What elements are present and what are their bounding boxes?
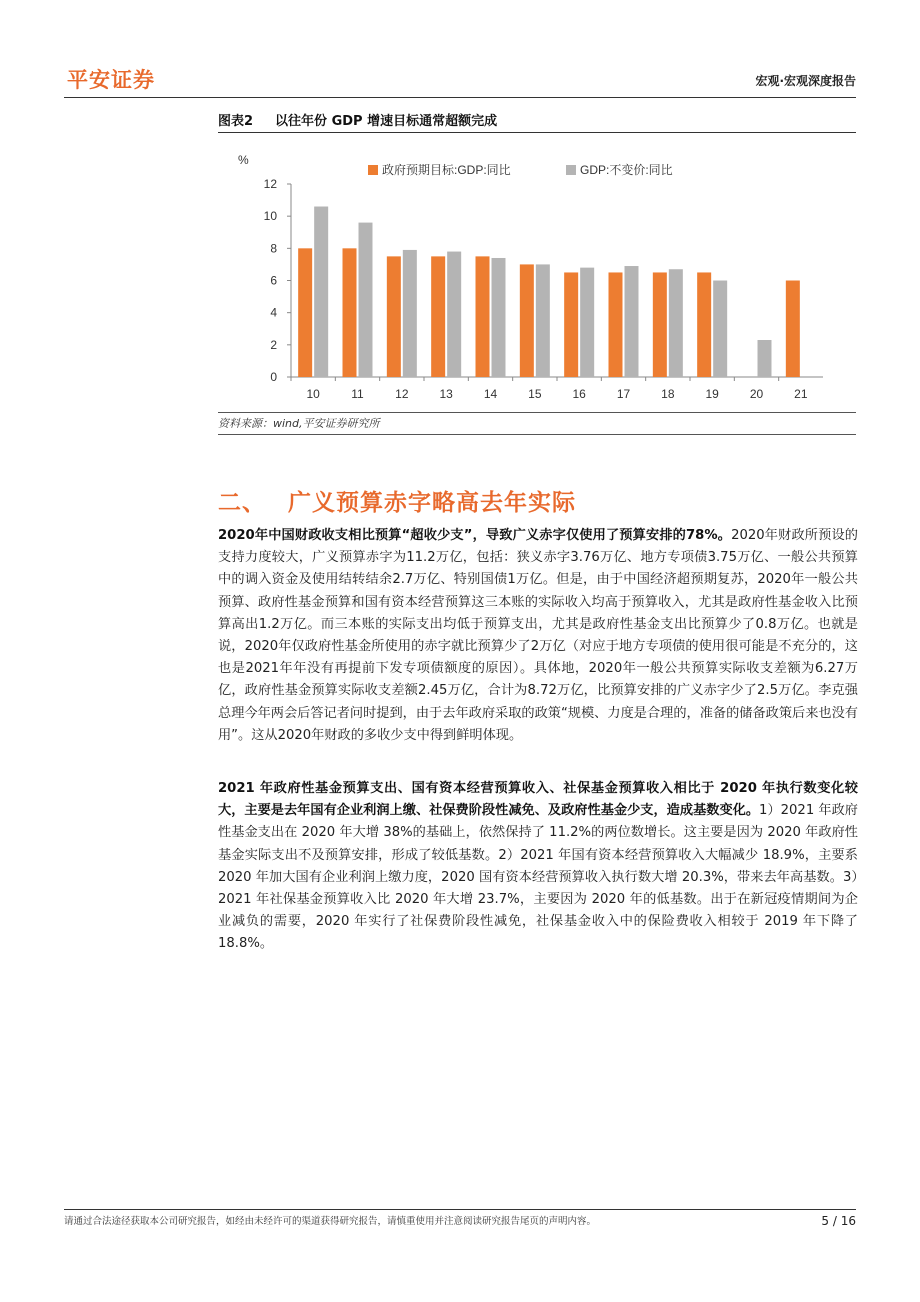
x-tick-label: 15: [528, 387, 542, 401]
figure-caption: [218, 110, 856, 133]
paragraph-2-lead: 2021 年政府性基金预算支出、国有资本经营预算收入、社保基金预算收入相比于 2020 年执行数变化较大，主要是去年国有企业利润上缴、社保费阶段性减免、及政府性基金少支，造成基数变化。: [218, 781, 858, 819]
figure-source: 资料来源：wind,平安证券研究所: [218, 412, 856, 435]
bar-actual: [492, 258, 506, 377]
bar-actual: [758, 340, 772, 377]
section-title: 广义预算赤字略高去年实际: [288, 490, 576, 516]
y-tick-label: 0: [270, 370, 277, 384]
x-tick-label: 13: [439, 387, 453, 401]
bar-target: [387, 256, 401, 377]
x-tick-label: 20: [749, 387, 764, 401]
bar-actual: [314, 207, 328, 377]
y-tick-label: 8: [270, 241, 277, 256]
y-tick-label: 12: [263, 177, 277, 191]
y-tick-label: 10: [263, 209, 277, 224]
bar-target: [564, 272, 578, 377]
x-tick-label: 14: [483, 387, 498, 401]
footer-disclaimer: 请通过合法途径获取本公司研究报告，如经由未经许可的渠道获得研究报告，请慎重使用并注意阅读研究报告尾页的声明内容。: [64, 1216, 597, 1227]
bar-target: [653, 272, 667, 377]
bar-actual: [403, 250, 417, 377]
bar-target: [343, 248, 357, 377]
bar-actual: [447, 252, 461, 377]
bar-actual: [669, 269, 683, 377]
bar-actual: [536, 264, 550, 377]
section-number: 二、: [218, 490, 266, 516]
x-tick-label: 16: [572, 387, 586, 401]
y-axis-unit-label: %: [238, 153, 249, 167]
bar-target: [609, 272, 623, 377]
bar-target: [786, 281, 800, 378]
x-tick-label: 18: [661, 387, 675, 401]
bar-actual: [580, 268, 594, 377]
brand-logo: 平安证券: [67, 68, 155, 92]
legend-label: 政府预期目标:GDP:同比: [382, 163, 511, 177]
x-tick-label: 12: [395, 387, 409, 401]
report-category: 宏观·宏观深度报告: [755, 74, 856, 88]
legend-label: GDP:不变价:同比: [580, 163, 673, 177]
gdp-bar-chart: [218, 140, 838, 410]
bar-target: [476, 256, 490, 377]
y-tick-label: 6: [270, 273, 277, 288]
bar-target: [298, 248, 312, 377]
page-number: 5 / 16: [821, 1214, 856, 1228]
x-tick-label: 10: [306, 387, 320, 401]
bar-target: [431, 256, 445, 377]
paragraph-1: [218, 525, 858, 747]
header-divider: [64, 97, 856, 98]
figure-number: 图表2: [218, 114, 254, 129]
paragraph-2: [218, 778, 858, 956]
bar-actual: [625, 266, 639, 377]
x-tick-label: 11: [351, 387, 364, 401]
paragraph-1-lead: 2020年中国财政收支相比预算“超收少支”，导致广义赤字仅使用了预算安排的78%。: [218, 528, 732, 543]
x-tick-label: 19: [705, 387, 719, 401]
bar-target: [697, 272, 711, 377]
figure-title: 以往年份 GDP 增速目标通常超额完成: [275, 114, 498, 129]
y-tick-label: 2: [270, 337, 277, 352]
bar-target: [520, 264, 534, 377]
legend-swatch: [566, 165, 576, 175]
section-heading: [218, 484, 576, 517]
x-tick-label: 21: [794, 387, 808, 401]
paragraph-2-body: 1）2021 年政府性基金支出在 2020 年大增 38%的基础上，依然保持了 11.2%的两位数增长。这主要是因为 2020 年政府性基金实际支出不及预算安排，形成了较低基数。2）2021 年国有资本经营预算收入大幅减少 18.9%，主要系 2020 年加大国有企业利润上缴力度，2020 国有资本经营预算收入执行数大增 20.3%，带来去年高基数。3）2021 年社保基金预算收入比 2020 年大增 23.7%，主要因为 2020 年的低基数。出于在新冠疫情期间为企业减负的需要，2020 年实行了社保费阶段性减免，社保基金收入中的保险费收入相较于 2019 年下降了 18.8%。: [218, 803, 858, 952]
footer-divider: [64, 1209, 856, 1210]
y-tick-label: 4: [270, 305, 277, 320]
x-tick-label: 17: [616, 387, 631, 401]
bar-actual: [713, 281, 727, 378]
paragraph-1-body: 2020年财政所预设的支持力度较大，广义预算赤字为11.2万亿，包括：狭义赤字3.76万亿、地方专项债3.75万亿、一般公共预算中的调入资金及使用结转结余2.7万亿、特别国债1万亿。但是，由于中国经济超预期复苏，2020年一般公共预算、政府性基金预算和国有资本经营预算这三本账的实际收入均高于预算收入，尤其是政府性基金收入比预算高出1.2万亿。而三本账的实际支出均低于预算支出，尤其是政府性基金支出比预算少了0.8万亿。也就是说，2020年仅政府性基金所使用的赤字就比预算少了2万亿（对应于地方专项债的使用很可能是不充分的，这也是2021年年没有再提前下发专项债额度的原因）。具体地，2020年一般公共预算实际收支差额为6.27万亿，政府性基金预算实际收支差额2.45万亿，合计为8.72万亿，比预算安排的广义赤字少了2.5万亿。李克强总理今年两会后答记者问时提到，由于去年政府采取的政策“规模、力度是合理的，准备的储备政策后来也没有用”。这从2020年财政的多收少支中得到鲜明体现。: [218, 528, 858, 743]
bar-actual: [359, 223, 373, 377]
legend-swatch: [368, 165, 378, 175]
